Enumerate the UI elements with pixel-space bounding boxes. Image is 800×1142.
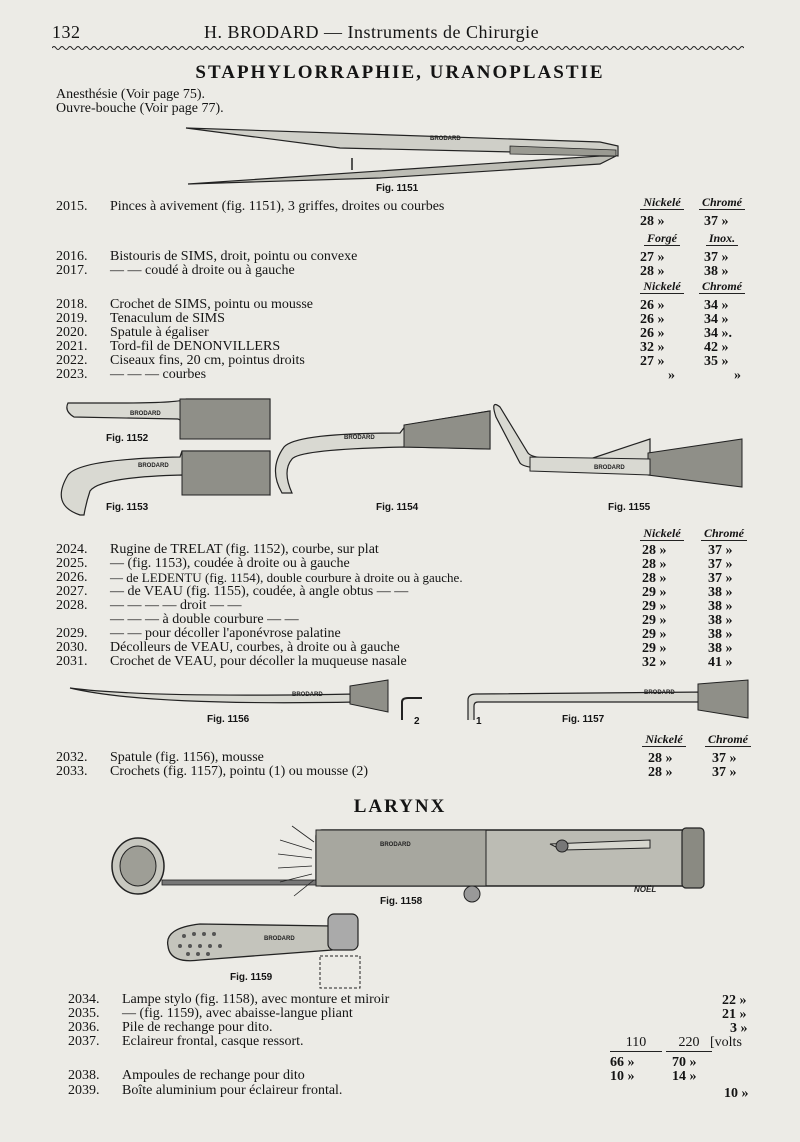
- item-row-2022: 2022. Ciseaux fins, 20 cm, pointus droits: [56, 353, 305, 368]
- price-2025-nickele: 28 »: [642, 557, 667, 572]
- col-chrome-2: Chromé: [696, 279, 748, 294]
- svg-text:BRODARD: BRODARD: [130, 411, 161, 417]
- col-chrome-3: Chromé: [696, 526, 752, 541]
- fig-1155-caption: Fig. 1155: [608, 502, 651, 513]
- price-2017-forge: 28 »: [640, 264, 665, 279]
- price-2016-inox: 37 »: [704, 250, 729, 265]
- price-2031-nickele: 32 »: [642, 655, 667, 670]
- col-nickele-4: Nickelé: [638, 732, 690, 747]
- col-220-volts: 220: [666, 1035, 712, 1052]
- price-2031-chrome: 41 »: [708, 655, 733, 670]
- item-row-2018: 2018. Crochet de SIMS, pointu ou mousse: [56, 297, 313, 312]
- price-2027-chrome: 38 »: [708, 585, 733, 600]
- header-title: H. BRODARD — Instruments de Chirurgie: [204, 22, 540, 42]
- price-2033-chrome: 37 »: [712, 765, 737, 780]
- price-2030-nickele: 29 »: [642, 641, 667, 656]
- item-row-2034: 2034. Lampe stylo (fig. 1158), avec monture et miroir: [68, 992, 390, 1007]
- svg-text:BRODARD: BRODARD: [344, 435, 375, 441]
- price-2016-forge: 27 »: [640, 250, 665, 265]
- price-2015-nickele: 28 »: [640, 214, 665, 229]
- item-row-2015: 2015. Pinces à avivement (fig. 1151), 3 griffes, droites ou courbes: [56, 199, 445, 214]
- price-2022-nickele: 27 »: [640, 354, 665, 369]
- price-2023-nickele: »: [668, 368, 675, 383]
- fig-1153-caption: Fig. 1153: [106, 502, 149, 513]
- hook-label-2: 2: [414, 716, 420, 727]
- note-ouvre-bouche: Ouvre-bouche (Voir page 77).: [56, 101, 224, 116]
- svg-text:BRODARD: BRODARD: [380, 842, 411, 848]
- price-2029-chrome: 38 »: [708, 627, 733, 642]
- item-row-2016: 2016. Bistouris de SIMS, droit, pointu ou convexe: [56, 249, 358, 264]
- col-110-volts: 110: [610, 1035, 662, 1052]
- price-2020-chrome: 34 ».: [704, 326, 732, 341]
- item-row-2039: 2039. Boîte aluminium pour éclaireur frontal.: [68, 1083, 343, 1098]
- price-2028-nickele: 29 »: [642, 599, 667, 614]
- item-row-2028: 2028. — — — — droit — —: [56, 598, 242, 613]
- price-2017-inox: 38 »: [704, 264, 729, 279]
- item-row-2026: 2026. — de LEDENTU (fig. 1154), double courbure à droite ou à gauche.: [56, 570, 463, 585]
- header-wavy-rule: [52, 44, 744, 52]
- price-2036: 3 »: [730, 1021, 748, 1036]
- item-row-2017: 2017. — — coudé à droite ou à gauche: [56, 263, 295, 278]
- price-2034: 22 »: [722, 993, 747, 1008]
- fig-1159-caption: Fig. 1159: [230, 972, 273, 983]
- svg-text:BRODARD: BRODARD: [644, 690, 675, 696]
- item-row-2036: 2036. Pile de rechange pour dito.: [68, 1020, 273, 1035]
- item-row-2027: 2027. — de VEAU (fig. 1155), coudée, à angle obtus — —: [56, 584, 409, 599]
- item-row-2025: 2025. — (fig. 1153), coudée à droite ou à gauche: [56, 556, 350, 571]
- price-2035: 21 »: [722, 1007, 747, 1022]
- col-chrome-4: Chromé: [700, 732, 756, 747]
- item-row-2021: 2021. Tord-fil de DENONVILLERS: [56, 339, 281, 354]
- col-inox: Inox.: [696, 231, 748, 246]
- item-row-2029: 2029. — — pour décoller l'aponévrose palatine: [56, 626, 341, 641]
- price-2018-nickele: 26 »: [640, 298, 665, 313]
- section-title-larynx: LARYNX: [353, 796, 447, 817]
- price-2038-110: 10 »: [610, 1069, 635, 1084]
- item-row-2020: 2020. Spatule à égaliser: [56, 325, 209, 340]
- fig-1158-caption: Fig. 1158: [380, 896, 423, 907]
- price-2019-chrome: 34 »: [704, 312, 729, 327]
- price-2020-nickele: 26 »: [640, 326, 665, 341]
- price-2038-220: 14 »: [672, 1069, 697, 1084]
- price-2021-nickele: 32 »: [640, 340, 665, 355]
- price-2024-chrome: 37 »: [708, 543, 733, 558]
- note-anesthesie: Anesthésie (Voir page 75).: [56, 87, 206, 102]
- spatule-crochet-illustrations: [66, 676, 756, 726]
- price-2015-chrome: 37 »: [704, 214, 729, 229]
- price-2026-chrome: 37 »: [708, 571, 733, 586]
- item-row-2037: 2037. Eclaireur frontal, casque ressort.: [68, 1034, 304, 1049]
- price-2022-chrome: 35 »: [704, 354, 729, 369]
- fig-1152-caption: Fig. 1152: [106, 433, 149, 444]
- price-2026-nickele: 28 »: [642, 571, 667, 586]
- price-2028b-chrome: 38 »: [708, 613, 733, 628]
- price-2021-chrome: 42 »: [704, 340, 729, 355]
- hook-label-1: 1: [476, 716, 482, 727]
- price-2025-chrome: 37 »: [708, 557, 733, 572]
- col-nickele-1: Nickelé: [636, 195, 688, 210]
- fig-1157-caption: Fig. 1157: [562, 714, 605, 725]
- item-row-2019: 2019. Tenaculum de SIMS: [56, 311, 225, 326]
- item-row-2024: 2024. Rugine de TRELAT (fig. 1152), courbe, sur plat: [56, 542, 379, 557]
- price-2027-nickele: 29 »: [642, 585, 667, 600]
- price-2032-nickele: 28 »: [648, 751, 673, 766]
- fig-1154-caption: Fig. 1154: [376, 502, 419, 513]
- item-row-2023: 2023. — — — courbes: [56, 367, 207, 382]
- price-2037-110: 66 »: [610, 1055, 635, 1070]
- price-2029-nickele: 29 »: [642, 627, 667, 642]
- engraver-signature: NOËL: [634, 885, 657, 894]
- price-2023-chrome: »: [734, 368, 741, 383]
- item-row-2033: 2033. Crochets (fig. 1157), pointu (1) ou mousse (2): [56, 764, 369, 779]
- svg-text:BRODARD: BRODARD: [594, 465, 625, 471]
- price-2039: 10 »: [724, 1086, 749, 1101]
- svg-text:BRODARD: BRODARD: [264, 936, 295, 942]
- section-title-staphylorraphie: STAPHYLORRAPHIE, URANOPLASTIE: [195, 62, 605, 83]
- price-2030-chrome: 38 »: [708, 641, 733, 656]
- item-row-2028b: — — — à double courbure — —: [110, 612, 299, 627]
- price-2033-nickele: 28 »: [648, 765, 673, 780]
- item-row-2032: 2032. Spatule (fig. 1156), mousse: [56, 750, 264, 765]
- col-volts-unit: [volts: [710, 1035, 742, 1050]
- price-2024-nickele: 28 »: [642, 543, 667, 558]
- price-2028-chrome: 38 »: [708, 599, 733, 614]
- item-row-2031: 2031. Crochet de VEAU, pour décoller la muqueuse nasale: [56, 654, 407, 669]
- item-row-2035: 2035. — (fig. 1159), avec abaisse-langue pliant: [68, 1006, 353, 1021]
- svg-text:BRODARD: BRODARD: [138, 463, 169, 469]
- price-2019-nickele: 26 »: [640, 312, 665, 327]
- price-2028b-nickele: 29 »: [642, 613, 667, 628]
- forceps-illustration: [180, 120, 625, 190]
- svg-text:BRODARD: BRODARD: [292, 692, 323, 698]
- col-chrome-1: Chromé: [696, 195, 748, 210]
- page-number: 132: [52, 22, 81, 42]
- fig-1156-caption: Fig. 1156: [207, 714, 250, 725]
- item-row-2038: 2038. Ampoules de rechange pour dito: [68, 1068, 305, 1083]
- price-2037-220: 70 »: [672, 1055, 697, 1070]
- item-row-2030: 2030. Décolleurs de VEAU, courbes, à droite ou à gauche: [56, 640, 400, 655]
- price-2018-chrome: 34 »: [704, 298, 729, 313]
- forceps-brand: BRODARD: [430, 136, 461, 142]
- col-nickele-2: Nickelé: [636, 279, 688, 294]
- col-forge: Forgé: [636, 231, 688, 246]
- price-2032-chrome: 37 »: [712, 751, 737, 766]
- fig-1151-caption: Fig. 1151: [376, 183, 419, 194]
- col-nickele-3: Nickelé: [636, 526, 688, 541]
